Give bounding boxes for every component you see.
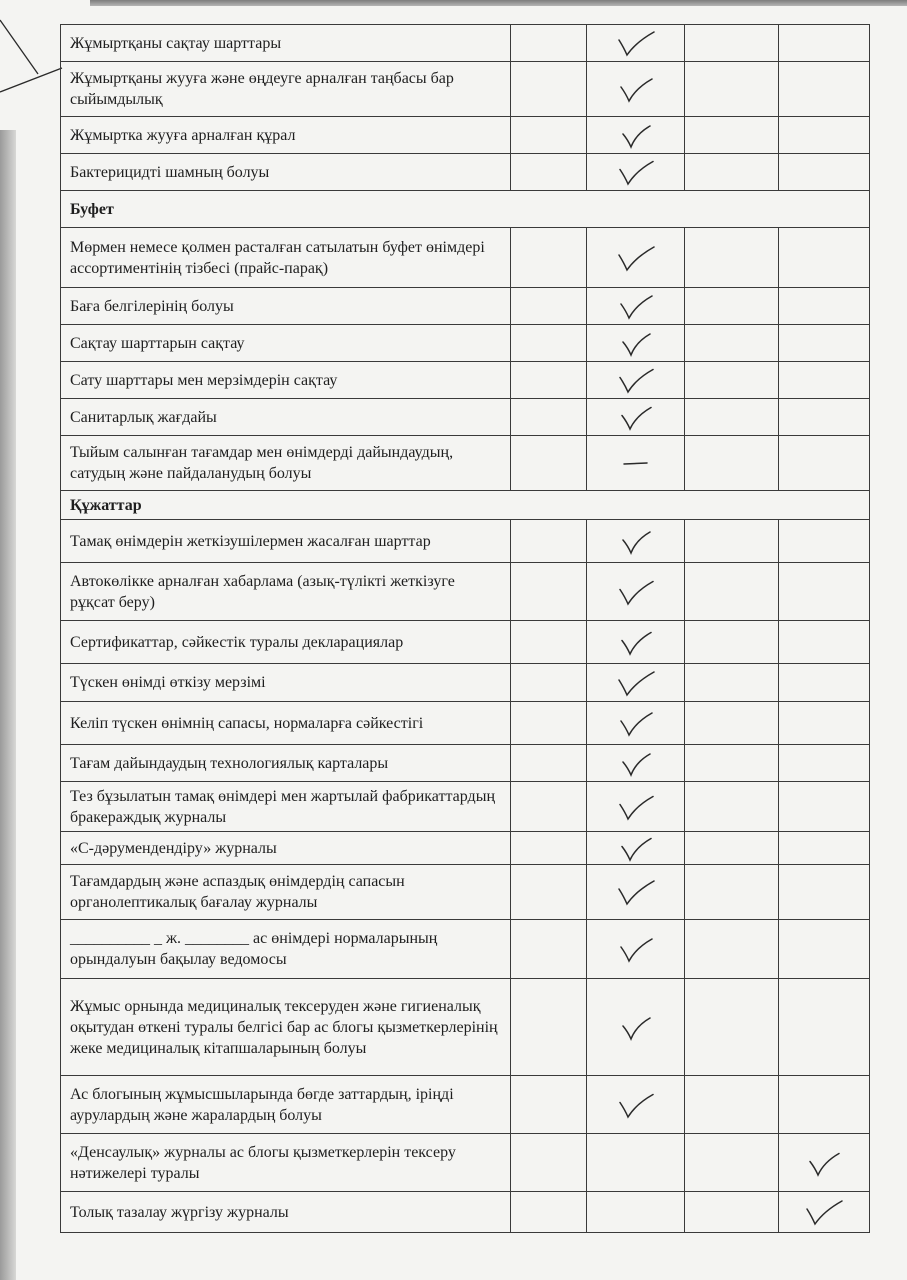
inspection-checklist-sheet: [60, 24, 869, 1242]
mark-cell-col-4: [779, 621, 870, 664]
section-header-row: [61, 491, 870, 520]
mark-cell-col-2: [587, 832, 685, 865]
checklist-item-label: Толық тазалау жүргізу журналы: [61, 1192, 511, 1233]
mark-cell-col-3: [685, 228, 779, 288]
mark-cell-col-3: [685, 702, 779, 745]
mark-cell-col-4: [779, 1134, 870, 1192]
checklist-item-label: Сертификаттар, сәйкестік туралы декларациялар: [61, 621, 511, 664]
mark-cell-col-3: [685, 621, 779, 664]
mark-cell-col-1: [511, 979, 587, 1076]
mark-cell-col-1: [511, 25, 587, 62]
checklist-row: [61, 1192, 870, 1233]
checklist-row: [61, 621, 870, 664]
checklist-row: [61, 117, 870, 154]
mark-cell-col-1: [511, 62, 587, 117]
mark-cell-col-3: [685, 1192, 779, 1233]
check-mark-icon: [614, 934, 658, 964]
mark-cell-col-2: [587, 325, 685, 362]
checklist-item-label: «С-дәрумендендіру» журналы: [61, 832, 511, 865]
check-mark-icon: [614, 526, 658, 556]
mark-cell-col-2: [587, 1192, 685, 1233]
mark-cell-col-4: [779, 664, 870, 702]
checklist-row: [61, 1134, 870, 1192]
check-mark-icon: [614, 243, 658, 273]
mark-cell-col-2: [587, 117, 685, 154]
mark-cell-col-4: [779, 399, 870, 436]
check-mark-icon: [614, 833, 658, 863]
checklist-row: [61, 325, 870, 362]
checklist-item-label: Жұмыртқаны жууға және өңдеуге арналған таңбасы бар сыйымдылық: [61, 62, 511, 117]
checklist-table: [60, 24, 870, 1233]
mark-cell-col-4: [779, 563, 870, 621]
mark-cell-col-4: [779, 865, 870, 920]
checklist-row: [61, 920, 870, 979]
mark-cell-col-4: [779, 832, 870, 865]
checklist-body: [61, 25, 870, 1233]
scan-top-edge: [90, 0, 907, 6]
mark-cell-col-2: [587, 782, 685, 832]
mark-cell-col-1: [511, 228, 587, 288]
checklist-item-label: Тамақ өнімдерін жеткізушілермен жасалған шарттар: [61, 520, 511, 563]
mark-cell-col-4: [779, 979, 870, 1076]
mark-cell-col-2: [587, 621, 685, 664]
check-mark-icon: [614, 668, 658, 698]
checklist-row: [61, 62, 870, 117]
mark-cell-col-2: [587, 362, 685, 399]
mark-cell-col-4: [779, 745, 870, 782]
mark-cell-col-4: [779, 228, 870, 288]
mark-cell-col-3: [685, 782, 779, 832]
check-mark-icon: [614, 748, 658, 778]
mark-cell-col-3: [685, 154, 779, 191]
checklist-item-label: Тағамдардың және аспаздық өнімдердің сапасын органолептикалық бағалау журналы: [61, 865, 511, 920]
checklist-item-label: Сақтау шарттарын сақтау: [61, 325, 511, 362]
mark-cell-col-1: [511, 154, 587, 191]
mark-cell-col-1: [511, 745, 587, 782]
checklist-row: [61, 782, 870, 832]
mark-cell-col-4: [779, 1076, 870, 1134]
checklist-row: [61, 1076, 870, 1134]
mark-cell-col-3: [685, 117, 779, 154]
mark-cell-col-3: [685, 399, 779, 436]
mark-cell-col-1: [511, 1134, 587, 1192]
mark-cell-col-1: [511, 520, 587, 563]
checklist-row: [61, 563, 870, 621]
dash-mark-icon: [614, 448, 658, 478]
check-mark-icon: [614, 1090, 658, 1120]
mark-cell-col-4: [779, 62, 870, 117]
mark-cell-col-1: [511, 117, 587, 154]
checklist-item-label: Бактерицидті шамның болуы: [61, 154, 511, 191]
checklist-item-label: Автокөлікке арналған хабарлама (азық-түлікті жеткізуге рұқсат беру): [61, 563, 511, 621]
checklist-item-label: Мөрмен немесе қолмен расталған сатылатын буфет өнімдері ассортиментінің тізбесі (прайс-парақ): [61, 228, 511, 288]
mark-cell-col-4: [779, 117, 870, 154]
mark-cell-col-2: [587, 920, 685, 979]
mark-cell-col-3: [685, 920, 779, 979]
mark-cell-col-1: [511, 436, 587, 491]
check-mark-icon: [614, 328, 658, 358]
section-title: Буфет: [61, 191, 870, 228]
mark-cell-col-1: [511, 621, 587, 664]
mark-cell-col-1: [511, 1192, 587, 1233]
mark-cell-col-4: [779, 288, 870, 325]
mark-cell-col-1: [511, 702, 587, 745]
mark-cell-col-3: [685, 832, 779, 865]
check-mark-icon: [614, 708, 658, 738]
checklist-item-label: Тез бұзылатын тамақ өнімдері мен жартылай фабрикаттардың бракераждық журналы: [61, 782, 511, 832]
mark-cell-col-1: [511, 920, 587, 979]
checklist-item-label: Сату шарттары мен мерзімдерін сақтау: [61, 362, 511, 399]
checklist-item-label: Түскен өнімді өткізу мерзімі: [61, 664, 511, 702]
check-mark-icon: [614, 365, 658, 395]
checklist-row: [61, 745, 870, 782]
mark-cell-col-3: [685, 865, 779, 920]
mark-cell-col-4: [779, 25, 870, 62]
checklist-row: [61, 25, 870, 62]
check-mark-icon: [614, 1012, 658, 1042]
mark-cell-col-3: [685, 325, 779, 362]
mark-cell-col-2: [587, 1076, 685, 1134]
checklist-item-label: __________ _ ж. ________ ас өнімдері нормаларының орындалуын бақылау ведомосы: [61, 920, 511, 979]
mark-cell-col-2: [587, 228, 685, 288]
check-mark-icon: [614, 577, 658, 607]
mark-cell-col-2: [587, 979, 685, 1076]
mark-cell-col-4: [779, 702, 870, 745]
mark-cell-col-2: [587, 25, 685, 62]
mark-cell-col-3: [685, 745, 779, 782]
checklist-item-label: Санитарлық жағдайы: [61, 399, 511, 436]
mark-cell-col-1: [511, 664, 587, 702]
mark-cell-col-1: [511, 1076, 587, 1134]
check-mark-icon: [614, 120, 658, 150]
section-title: Құжаттар: [61, 491, 870, 520]
checklist-row: [61, 702, 870, 745]
section-header-row: [61, 191, 870, 228]
check-mark-icon: [614, 792, 658, 822]
checklist-item-label: Баға белгілерінің болуы: [61, 288, 511, 325]
check-mark-icon: [614, 157, 658, 187]
mark-cell-col-4: [779, 325, 870, 362]
mark-cell-col-2: [587, 62, 685, 117]
mark-cell-col-1: [511, 832, 587, 865]
mark-cell-col-1: [511, 399, 587, 436]
checklist-item-label: Тағам дайындаудың технологиялық карталары: [61, 745, 511, 782]
mark-cell-col-2: [587, 399, 685, 436]
check-mark-icon: [614, 402, 658, 432]
mark-cell-col-1: [511, 325, 587, 362]
mark-cell-col-3: [685, 62, 779, 117]
mark-cell-col-1: [511, 563, 587, 621]
mark-cell-col-2: [587, 745, 685, 782]
checklist-row: [61, 399, 870, 436]
mark-cell-col-3: [685, 1076, 779, 1134]
checklist-row: [61, 154, 870, 191]
mark-cell-col-3: [685, 25, 779, 62]
checklist-item-label: Тыйым салынған тағамдар мен өнімдерді дайындаудың, сатудың және пайдаланудың болуы: [61, 436, 511, 491]
check-mark-icon: [614, 74, 658, 104]
mark-cell-col-4: [779, 362, 870, 399]
mark-cell-col-2: [587, 664, 685, 702]
mark-cell-col-3: [685, 436, 779, 491]
check-mark-icon: [802, 1148, 846, 1178]
checklist-row: [61, 865, 870, 920]
mark-cell-col-2: [587, 702, 685, 745]
checklist-row: [61, 832, 870, 865]
mark-cell-col-4: [779, 782, 870, 832]
checklist-item-label: Ас блогының жұмысшыларында бөгде заттардың, іріңді аурулардың және жаралардың болуы: [61, 1076, 511, 1134]
mark-cell-col-3: [685, 520, 779, 563]
mark-cell-col-2: [587, 288, 685, 325]
mark-cell-col-2: [587, 154, 685, 191]
check-mark-icon: [614, 627, 658, 657]
mark-cell-col-1: [511, 782, 587, 832]
check-mark-icon: [614, 28, 658, 58]
mark-cell-col-4: [779, 154, 870, 191]
checklist-row: [61, 362, 870, 399]
mark-cell-col-1: [511, 362, 587, 399]
checklist-item-label: Жұмыртка жууға арналған құрал: [61, 117, 511, 154]
checklist-row: [61, 520, 870, 563]
mark-cell-col-3: [685, 979, 779, 1076]
mark-cell-col-3: [685, 563, 779, 621]
mark-cell-col-2: [587, 1134, 685, 1192]
mark-cell-col-3: [685, 362, 779, 399]
check-mark-icon: [614, 291, 658, 321]
mark-cell-col-2: [587, 865, 685, 920]
mark-cell-col-3: [685, 664, 779, 702]
checklist-row: [61, 288, 870, 325]
checklist-row: [61, 436, 870, 491]
mark-cell-col-4: [779, 436, 870, 491]
checklist-item-label: Жұмыс орнында медициналық тексеруден және гигиеналық оқытудан өткені туралы белгісі бар ас блогы қызметкерлерінің жеке медициналық кітапшаларының болуы: [61, 979, 511, 1076]
scan-left-edge: [0, 130, 16, 1280]
checklist-item-label: «Денсаулық» журналы ас блогы қызметкерлерін тексеру нәтижелері туралы: [61, 1134, 511, 1192]
mark-cell-col-1: [511, 865, 587, 920]
checklist-item-label: Жұмыртқаны сақтау шарттары: [61, 25, 511, 62]
mark-cell-col-4: [779, 520, 870, 563]
mark-cell-col-2: [587, 436, 685, 491]
mark-cell-col-3: [685, 288, 779, 325]
checklist-item-label: Келіп түскен өнімнің сапасы, нормаларға сәйкестігі: [61, 702, 511, 745]
mark-cell-col-4: [779, 920, 870, 979]
checklist-row: [61, 228, 870, 288]
check-mark-icon: [802, 1197, 846, 1227]
check-mark-icon: [614, 877, 658, 907]
mark-cell-col-1: [511, 288, 587, 325]
checklist-row: [61, 664, 870, 702]
mark-cell-col-2: [587, 563, 685, 621]
mark-cell-col-3: [685, 1134, 779, 1192]
mark-cell-col-2: [587, 520, 685, 563]
mark-cell-col-4: [779, 1192, 870, 1233]
checklist-row: [61, 979, 870, 1076]
